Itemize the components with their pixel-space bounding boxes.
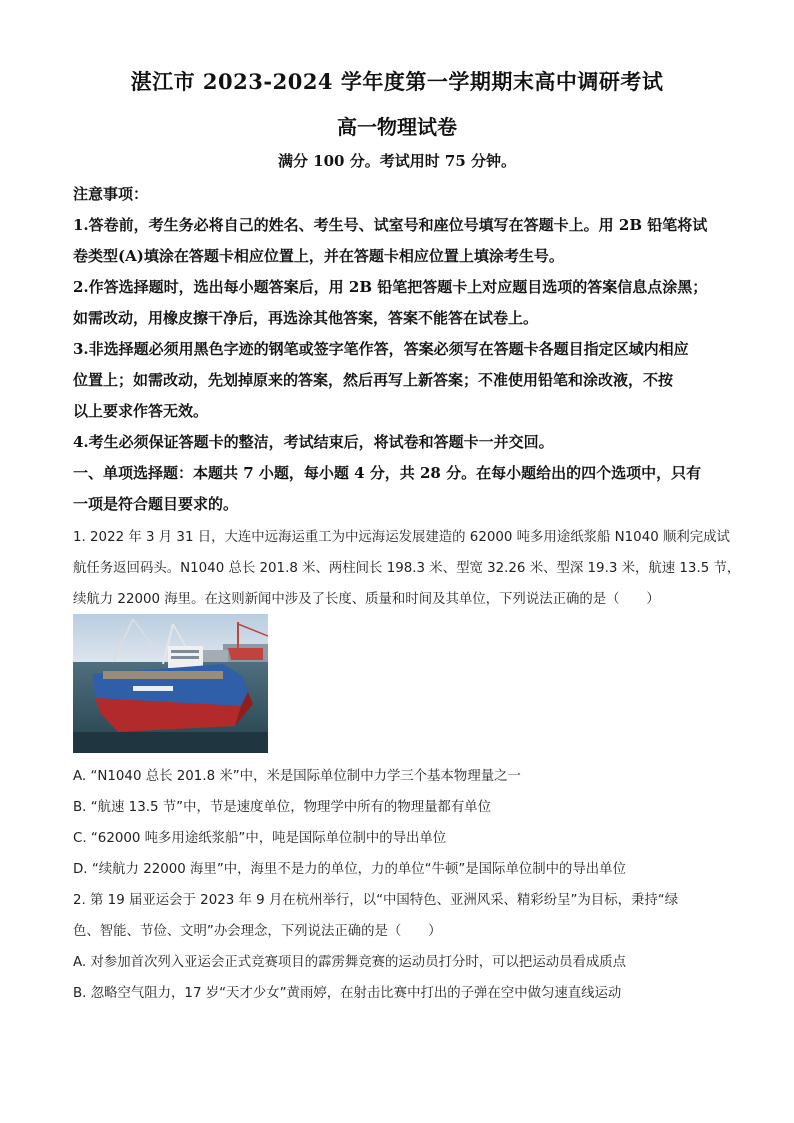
q1-option-c: C. “62000 吨多用途纸浆船”中，吨是国际单位制中的导出单位 xyxy=(73,831,447,846)
section-heading: 一、单项选择题：本题共 7 小题，每小题 4 分，共 28 分。在每小题给出的四个选项中，只有 xyxy=(73,464,702,482)
ship-photo xyxy=(73,614,268,753)
notes-line: 4.考生必须保证答题卡的整洁，考试结束后，将试卷和答题卡一并交回。 xyxy=(73,433,554,451)
q2-stem-line: 2. 第 19 届亚运会于 2023 年 9 月在杭州举行，以“中国特色、亚洲风采、精彩纷呈”为目标，秉持“绿 xyxy=(73,893,679,908)
score-note: 满分 100 分。考试用时 75 分钟。 xyxy=(277,152,517,170)
q1-stem-line: 航任务返回码头。N1040 总长 201.8 米、两柱间长 198.3 米、型宽 32.26 米、型深 19.3 米，航速 13.5 节， xyxy=(73,561,741,576)
q2-option-b: B. 忽略空气阻力，17 岁“天才少女”黄雨婷，在射击比赛中打出的子弹在空中做匀速直线运动 xyxy=(73,986,622,1001)
notes-line: 以上要求作答无效。 xyxy=(73,402,209,420)
notes-line: 如需改动，用橡皮擦干净后，再选涂其他答案，答案不能答在试卷上。 xyxy=(73,309,539,327)
notes-line: 1.答卷前，考生务必将自己的姓名、考生号、试室号和座位号填写在答题卡上。用 2B 铅笔将试 xyxy=(73,216,708,234)
q2-stem-line: 色、智能、节俭、文明”办会理念，下列说法正确的是（ ） xyxy=(73,924,442,939)
exam-subtitle: 高一物理试卷 xyxy=(337,115,457,139)
q1-option-d: D. “续航力 22000 海里”中，海里不是力的单位，力的单位“牛顿”是国际单位制中的导出单位 xyxy=(73,862,626,877)
notes-line: 2.作答选择题时，选出每小题答案后，用 2B 铅笔把答题卡上对应题目选项的答案信息点涂黑； xyxy=(73,278,708,296)
notes-line: 位置上；如需改动，先划掉原来的答案，然后再写上新答案；不准使用铅笔和涂改液，不按 xyxy=(73,371,674,389)
q2-option-a: A. 对参加首次列入亚运会正式竞赛项目的霹雳舞竞赛的运动员打分时，可以把运动员看成质点 xyxy=(73,955,627,970)
q1-stem-line: 1. 2022 年 3 月 31 日，大连中远海运重工为中远海运发展建造的 62000 吨多用途纸浆船 N1040 顺利完成试 xyxy=(73,530,730,545)
q1-option-b: B. “航速 13.5 节”中，节是速度单位，物理学中所有的物理量都有单位 xyxy=(73,800,492,815)
exam-title: 湛江市 2023-2024 学年度第一学期期末高中调研考试 xyxy=(130,69,664,94)
q1-stem-line: 续航力 22000 海里。在这则新闻中涉及了长度、质量和时间及其单位，下列说法正确的是（ ） xyxy=(73,592,660,607)
notes-heading: 注意事项： xyxy=(73,185,149,203)
notes-line: 3.非选择题必须用黑色字迹的钢笔或签字笔作答，答案必须写在答题卡各题目指定区域内相应 xyxy=(73,340,689,358)
section-heading: 一项是符合题目要求的。 xyxy=(73,495,239,513)
notes-line: 卷类型(A)填涂在答题卡相应位置上，并在答题卡相应位置上填涂考生号。 xyxy=(73,247,564,265)
q1-option-a: A. “N1040 总长 201.8 米”中，米是国际单位制中力学三个基本物理量之一 xyxy=(73,769,521,784)
